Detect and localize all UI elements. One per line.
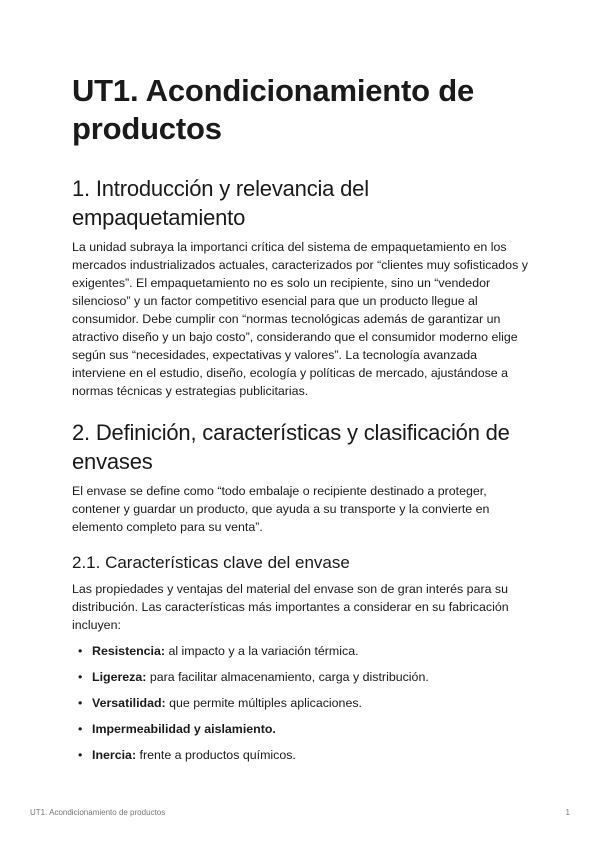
section-1-paragraph: La unidad subraya la importanci crítica del sistema de empaquetamiento en los mercados industrializados actuales, caracterizados por “clientes muy sofisticados y exigentes”. El empaquetamiento no es solo un recipiente, sino un “vendedor silencioso” y un factor competitivo esencial para que un producto llegue al consumidor. Debe cumplir con “normas tecnológicas además de garantizar un atractivo diseño y un bajo costo”, considerando que el consumidor moderno elige según sus “necesidades, expectativas y valores”. La tecnología avanzada interviene en el estudio, diseño, ecología y políticas de mercado, ajustándose a normas técnicas y estrategias publicitarias.	[72, 240, 528, 398]
list-item	[78, 668, 528, 686]
list-item-term: Versatilidad:	[92, 696, 166, 710]
list-item-term: Resistencia:	[92, 644, 166, 658]
footer-document-title: UT1. Acondicionamiento de productos	[30, 808, 166, 817]
document-page	[72, 72, 528, 772]
list-item-desc: que permite múltiples aplicaciones.	[165, 696, 362, 710]
section-2-1-heading: 2.1. Características clave del envase	[72, 553, 350, 572]
list-item-term: Impermeabilidad y aislamiento.	[92, 722, 276, 736]
bullet-icon: •	[78, 670, 83, 684]
page-footer	[30, 808, 570, 817]
characteristics-list	[72, 642, 528, 764]
bullet-icon: •	[78, 748, 83, 762]
list-item-desc: para facilitar almacenamiento, carga y distribución.	[146, 670, 429, 684]
bullet-icon: •	[78, 644, 83, 658]
section-2-heading: 2. Definición, características y clasificación de envases	[72, 420, 510, 474]
list-item	[78, 694, 528, 712]
section-1-heading: 1. Introducción y relevancia del empaquetamiento	[72, 176, 369, 230]
list-item-desc: frente a productos químicos.	[136, 748, 296, 762]
list-item	[78, 720, 528, 738]
section-2-1-paragraph: Las propiedades y ventajas del material del envase son de gran interés para su distribución. Las características más importantes a considerar en su fabricación incluyen:	[72, 582, 509, 632]
list-item-term: Ligereza:	[92, 670, 147, 684]
bullet-icon: •	[78, 722, 83, 736]
document-title: UT1. Acondicionamiento de productos	[72, 73, 475, 146]
section-2-paragraph: El envase se define como “todo embalaje o recipiente destinado a proteger, contener y guardar un producto, que ayuda a su transporte y la convierte en elemento completo para su venta”.	[72, 484, 490, 534]
list-item-term: Inercia:	[92, 748, 137, 762]
list-item	[78, 746, 528, 764]
list-item-desc: al impacto y a la variación térmica.	[165, 644, 359, 658]
list-item	[78, 642, 528, 660]
page-number: 1	[565, 808, 570, 817]
bullet-icon: •	[78, 696, 83, 710]
